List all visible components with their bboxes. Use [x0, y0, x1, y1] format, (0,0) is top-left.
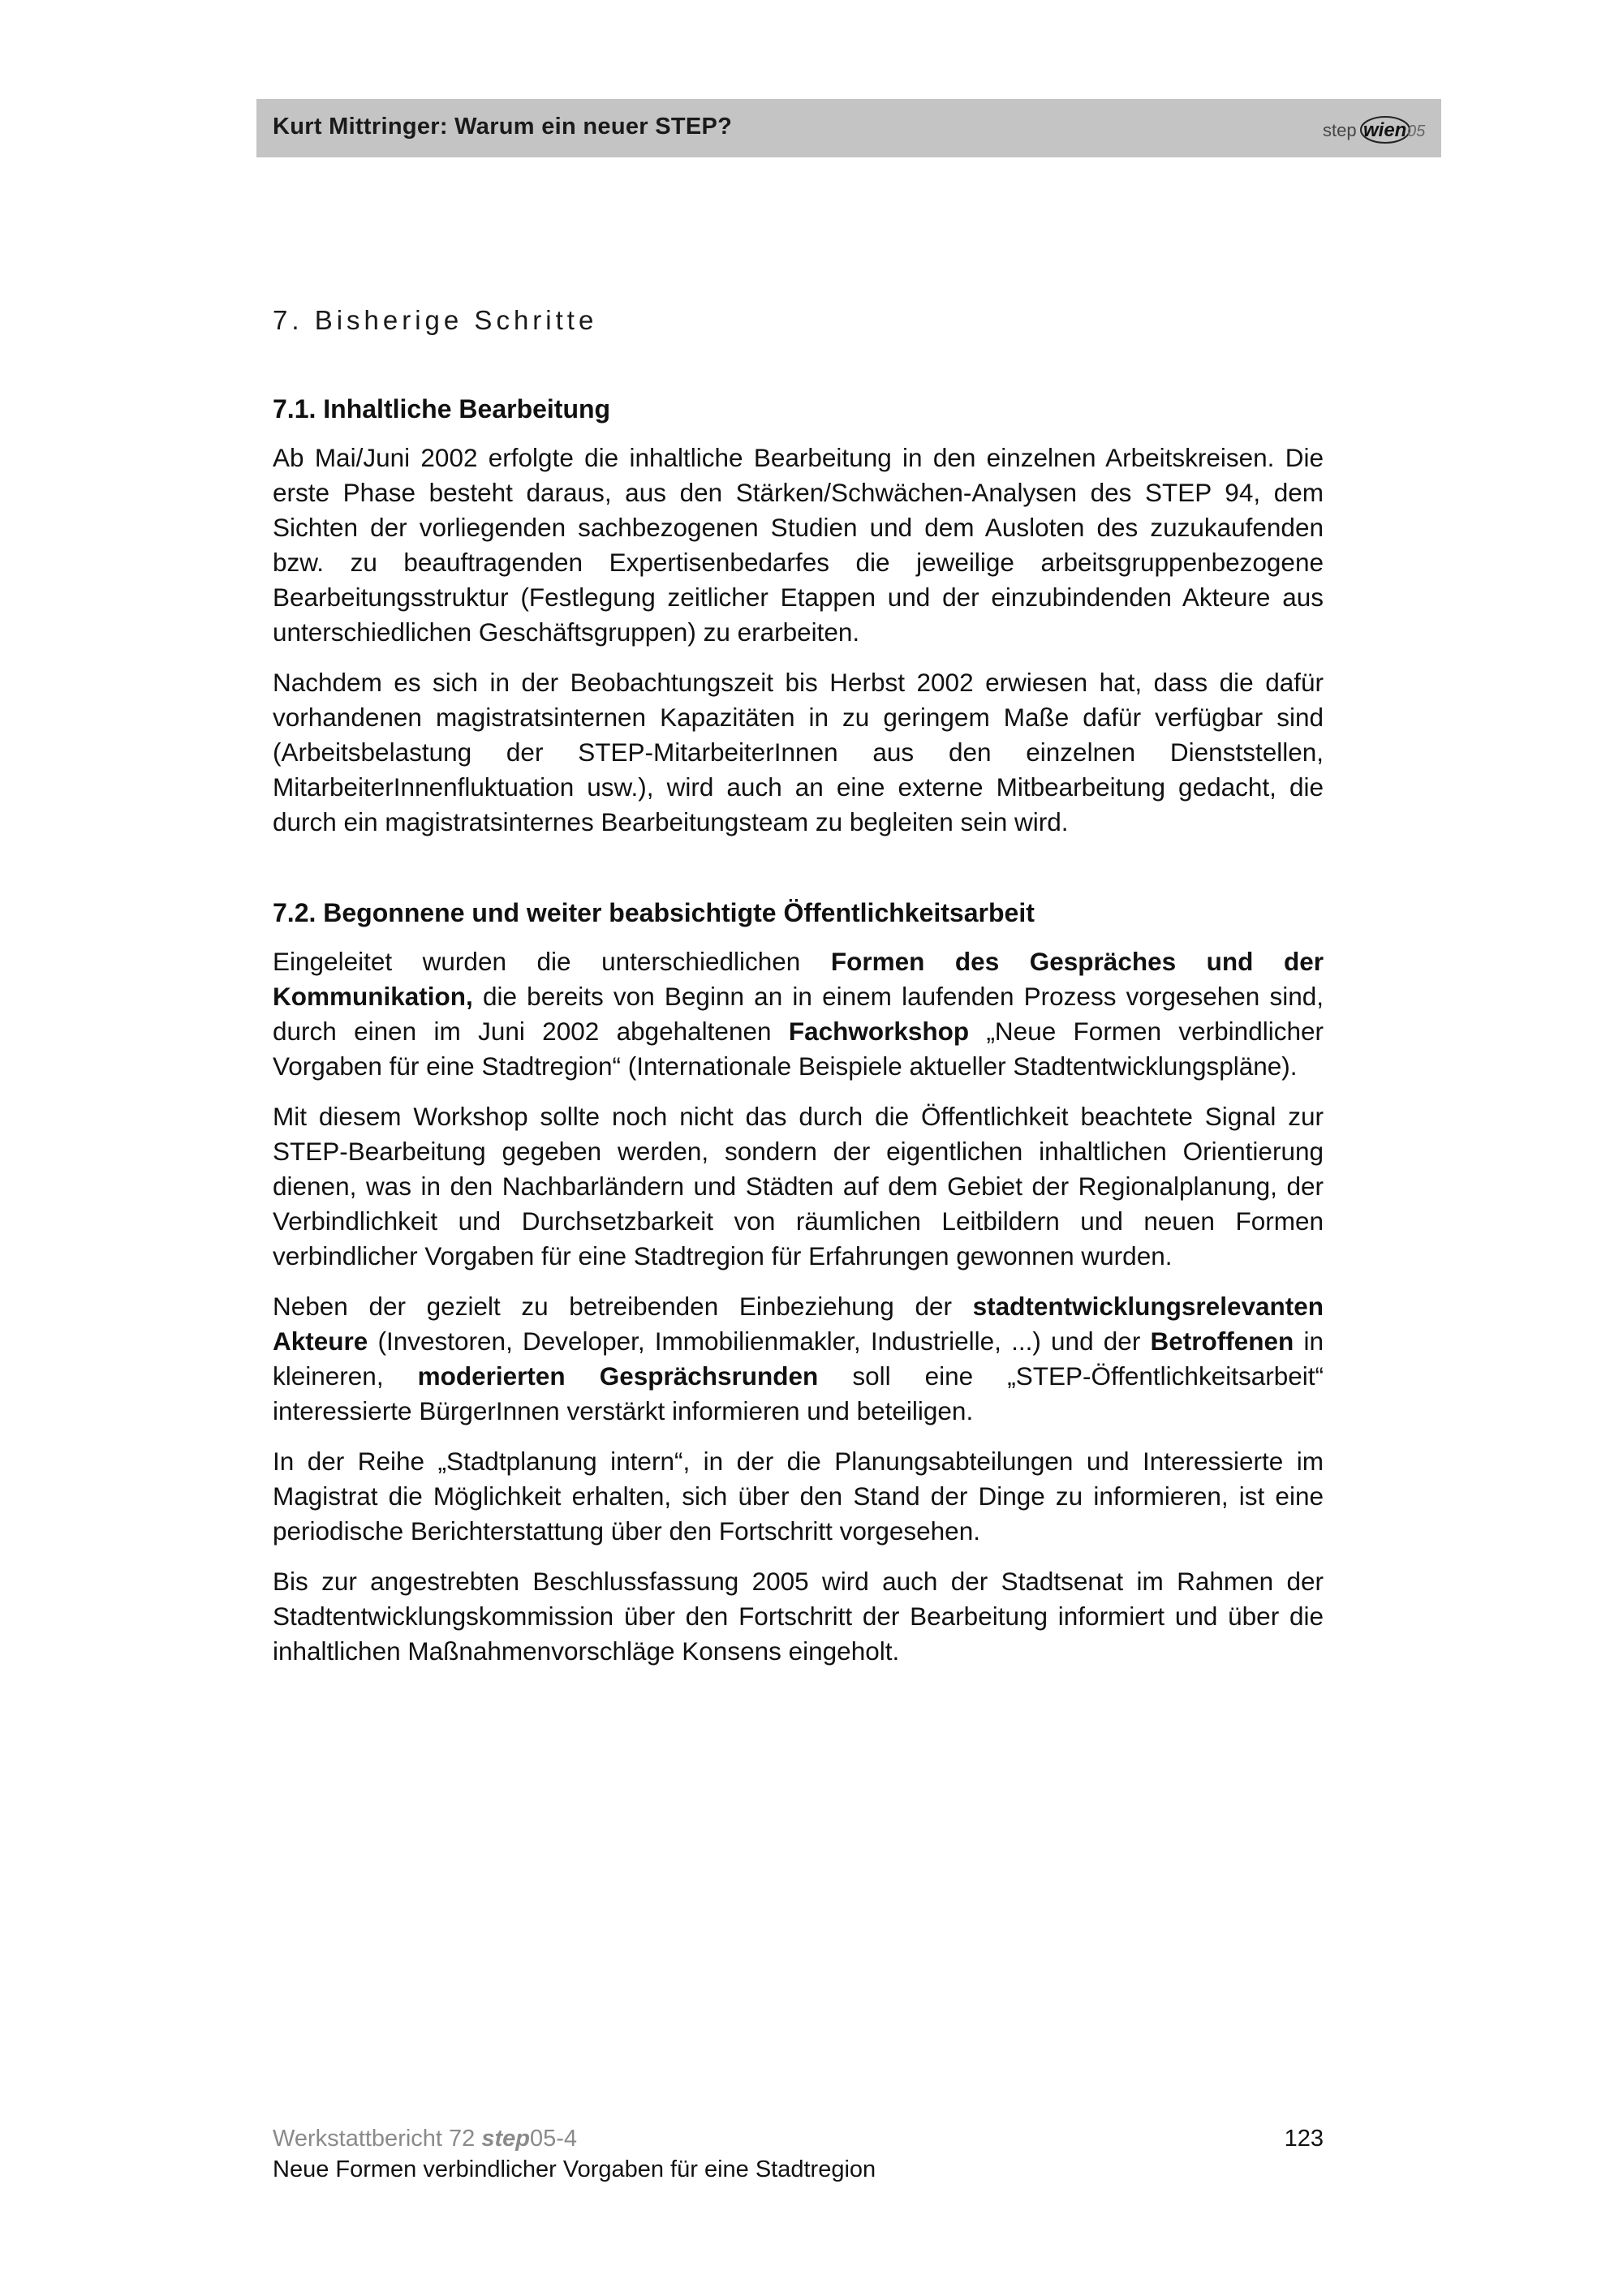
header-title: Kurt Mittringer: Warum ein neuer STEP?	[273, 114, 733, 140]
page-number: 123	[1284, 2126, 1324, 2152]
bold-phrase: Fachworkshop	[788, 1017, 970, 1046]
paragraph: In der Reihe „Stadtplanung intern“, in der die Planungsabteilungen und Interessierte im Magistrat die Möglichkeit erhalten, sich über den Stand der Dinge zu informieren, ist eine periodische Berichterstattung über den Fortschritt vorgesehen.	[273, 1447, 1324, 1546]
paragraph: Nachdem es sich in der Beobachtungszeit bis Herbst 2002 erwiesen hat, dass die dafür vorhandenen magistratsinternen Kapazitäten in zu geringem Maße dafür verfügbar sind (Arbeitsbelastung der STEP-MitarbeiterInnen aus den einzelnen Dienststellen, MitarbeiterInnenfluktuation usw.), wird auch an eine externe Mitbearbeitung gedacht, die durch ein magistratsinternes Bearbeitungsteam zu begleiten sein wird.	[273, 668, 1324, 836]
paragraph: Ab Mai/Juni 2002 erfolgte die inhaltliche Bearbeitung in den einzelnen Arbeitskreisen. Die erste Phase besteht daraus, aus den Stärken/Schwächen-Analysen des STEP 94, dem Sichten der vorliegenden sachbezogenen Studien und dem Ausloten des zuzukaufenden bzw. zu beauftragenden Expertisenbedarfes die jeweilige arbeitsgruppenbezogene Bearbeitungsstruktur (Festlegung zeitlicher Etappen und der einzubindenden Akteure aus unterschiedlichen Geschäftsgruppen) zu erarbeiten.	[273, 443, 1324, 647]
page-header	[256, 99, 1441, 157]
logo-wien-text: wien	[1363, 119, 1407, 141]
paragraph: Bis zur angestrebten Beschlussfassung 2005 wird auch der Stadtsenat im Rahmen der Stadtentwicklungskommission über den Fortschritt der Bearbeitung informiert und über die inhaltlichen Maßnahmenvorschläge Konsens eingeholt.	[273, 1567, 1324, 1666]
logo-step-text: step	[1323, 120, 1357, 140]
stepwien-logo	[1321, 112, 1435, 146]
footer-report-step: step	[481, 2126, 530, 2152]
subsection-title-7-2: 7.2. Begonnene und weiter beabsichtigte Öffentlichkeitsarbeit	[273, 898, 1035, 927]
main-content	[273, 294, 1324, 1684]
section-title: 7. Bisherige Schritte	[273, 305, 598, 335]
subsection-title-7-1: 7.1. Inhaltliche Bearbeitung	[273, 394, 611, 424]
paragraph: Eingeleitet wurden die unterschiedlichen Formen des Gespräches und der Kommunikation, die bereits von Beginn an in einem laufenden Prozess vorgesehen sind, durch einen im Juni 2002 abgehaltenen Fachworkshop „Neue Formen verbindlicher Vorgaben für eine Stadtregion“ (Internationale Beispiele aktueller Stadtentwicklungspläne).	[273, 947, 1324, 1081]
bold-phrase: Formen des Gespräches und der Kommunikation,	[273, 947, 1324, 1011]
footer-report-suffix: 05-4	[530, 2126, 578, 2152]
footer-report-prefix: Werkstattbericht 72	[273, 2126, 482, 2152]
paragraph: Mit diesem Workshop sollte noch nicht das durch die Öffentlichkeit beachtete Signal zur STEP-Bearbeitung gegeben werden, sondern der eigentlichen inhaltlichen Orientierung dienen, was in den Nachbarländern und Städten auf dem Gebiet der Regionalplanung, der Verbindlichkeit und Durchsetzbarkeit von räumlichen Leitbildern und neuen Formen verbindlicher Vorgaben für eine Stadtregion für Erfahrungen gewonnen wurden.	[273, 1102, 1324, 1271]
logo-05-text: 05	[1407, 123, 1426, 140]
footer-report-line	[273, 2123, 1324, 2154]
bold-phrase: moderierten Gesprächsrunden	[417, 1361, 819, 1391]
bold-phrase: Betroffenen	[1150, 1326, 1294, 1356]
paragraph: Neben der gezielt zu betreibenden Einbeziehung der stadtentwicklungsrelevanten Akteure (Investoren, Developer, Immobilienmakler, Industrielle, ...) und der Betroffenen in kleineren, moderierten Gesprächsrunden soll eine „STEP-Öffentlichkeitsarbeit“ interessierte BürgerInnen verstärkt informieren und beteiligen.	[273, 1292, 1324, 1425]
footer-subtitle: Neue Formen verbindlicher Vorgaben für eine Stadtregion	[273, 2156, 876, 2182]
page-footer	[273, 2123, 1324, 2185]
bold-phrase: stadtentwicklungsrelevanten Akteure	[273, 1292, 1324, 1356]
